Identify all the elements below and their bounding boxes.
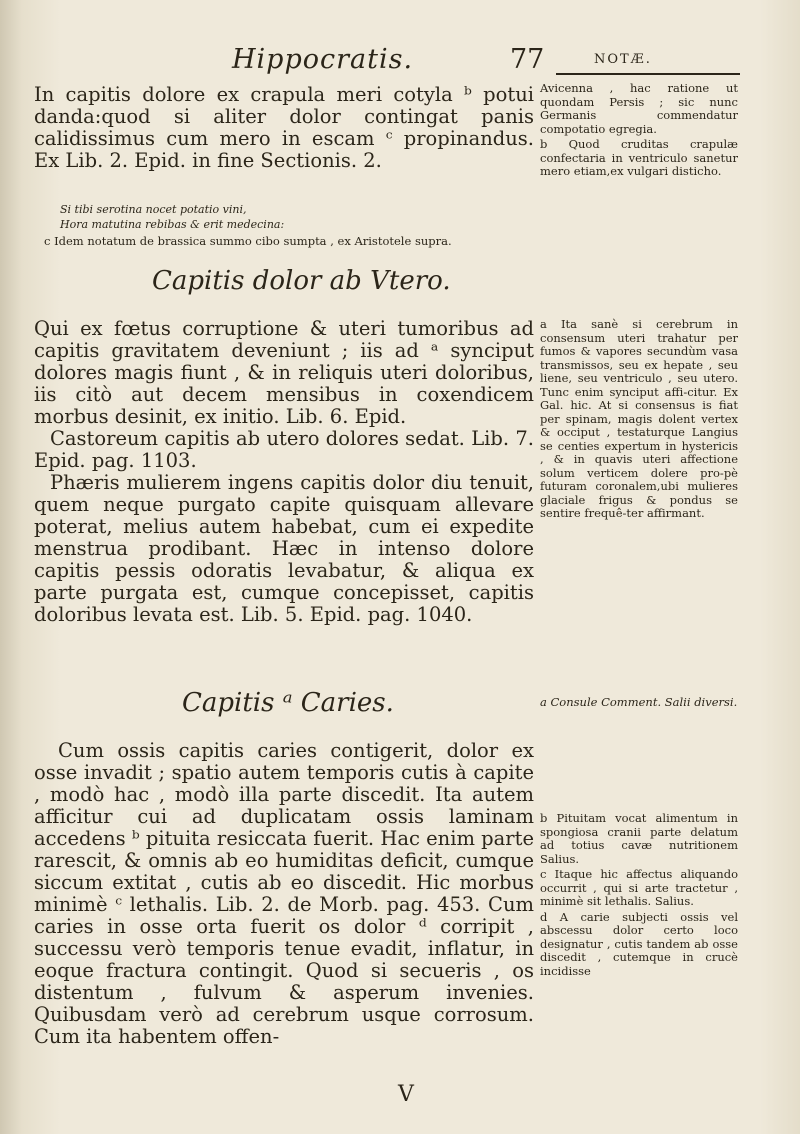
verse-line: Si tibi serotina nocet potatio vini, (60, 203, 247, 216)
paragraph: Castoreum capitis ab utero dolores sedat. Lib. 7. Epid. pag. 1103. (34, 427, 534, 472)
margin-notes-caries (540, 812, 738, 980)
heading-note: a Consule Comment. Salii diversi. (540, 695, 738, 709)
margin-note: d A carie subjecti ossis vel abscessu dolor certo loco designatur , cutis tandem ab osse discedit , cutemque in crucè incidisse (540, 909, 738, 978)
page-number: 77 (510, 44, 545, 75)
footnote-c: c Idem notatum de brassica summo cibo sumpta , ex Aristotele supra. (44, 234, 452, 248)
margin-note: b Quod cruditas crapulæ confectaria in ventriculo sanetur mero etiam,ex vulgari disticho. (540, 137, 738, 178)
paragraph: Cum ossis capitis caries contigerit, dolor ex osse invadit ; spatio autem temporis cutis à capite , modò hac , modò illa parte discedit. Ita autem afficitur cui ad duplicatam ossis laminam accedens ᵇ pituita resiccata fuerit. Hac enim parte rarescit, & omnis ab eo humiditas deficit, cumque siccum extitat , cutis ab eo discedit. Hic morbus minimè ᶜ lethalis. Lib. 2. de Morb. pag. 453. Cum caries in osse orta fuerit os dolor ᵈ corripit , successu verò temporis tenue evadit, inflatur, in eoque fractura contingit. Quod si secueris , os distentum , fulvum & asperum invenies. Quibusdam verò ad cerebrum usque corrosum. Cum ita habentem offen- (34, 739, 534, 1048)
margin-note: c Itaque hic affectus aliquando occurrit , qui si arte tractetur , minimè sit lethalis. Salius. (540, 867, 738, 908)
paragraph: Qui ex fœtus corruptione & uteri tumoribus ad capitis gravitatem deveniunt ; iis ad ᵃ synciput dolores magis fiunt , & in reliquis uteri doloribus, iis citò aut decem mensibus in coxendicem morbus desinit, ex initio. Lib. 6. Epid. (34, 317, 534, 428)
section1-body (34, 318, 534, 626)
verse-line: Hora matutina rebibas & erit medecina: (60, 218, 285, 231)
notes-column-label: NOTÆ. (594, 52, 652, 67)
section-heading-caries: Capitis ᵃ Caries. (182, 688, 394, 718)
verse-block (60, 202, 520, 232)
section2-body (34, 740, 534, 1048)
signature-mark: V (398, 1082, 414, 1107)
top-paragraph (34, 84, 534, 172)
margin-notes-top (540, 82, 738, 181)
running-title: Hippocratis. (232, 44, 414, 75)
section-heading-utero: Capitis dolor ab Vtero. (152, 266, 451, 296)
margin-note-a: a Ita sanè si cerebrum in consensum uteri trahatur per fumos & vapores secundùm vasa transmissos, seu ex hepate , seu liene, seu ventriculo , seu utero. Tunc enim synciput affi-citur. Ex Gal. hic. At si consensus is fiat per spinam, magis dolent vertex & occiput , testaturque Langius se centies expertum in hystericis , & in quavis uteri affectione solum verticem dolere pro-pè futuram coronalem,ubi mulieres glaciale frigus & pondus se sentire frequê-ter affirmant. (540, 317, 738, 520)
top-main-text: In capitis dolore ex crapula meri cotyla ᵇ potui danda:quod si aliter dolor contingat panis calidissimus cum mero in escam ᶜ propinandus. Ex Lib. 2. Epid. in fine Sectionis. 2. (34, 83, 534, 172)
header-rule (556, 73, 740, 75)
margin-note: b Pituitam vocat alimentum in spongiosa cranii parte delatum ad totius cavæ nutritionem Salius. (540, 811, 738, 866)
margin-note: Avicenna , hac ratione ut quondam Persis ; sic nunc Germanis commendatur compotatio egregia. (540, 81, 738, 136)
paragraph: Phæris mulierem ingens capitis dolor diu tenuit, quem neque purgato capite quisquam allevare poterat, melius autem habebat, cum ei expedite menstrua prodibant. Hæc in intenso dolore capitis pessis odoratis levabatur, & aliqua ex parte purgata est, cumque concepisset, capitis doloribus levata est. Lib. 5. Epid. pag. 1040. (34, 471, 534, 626)
